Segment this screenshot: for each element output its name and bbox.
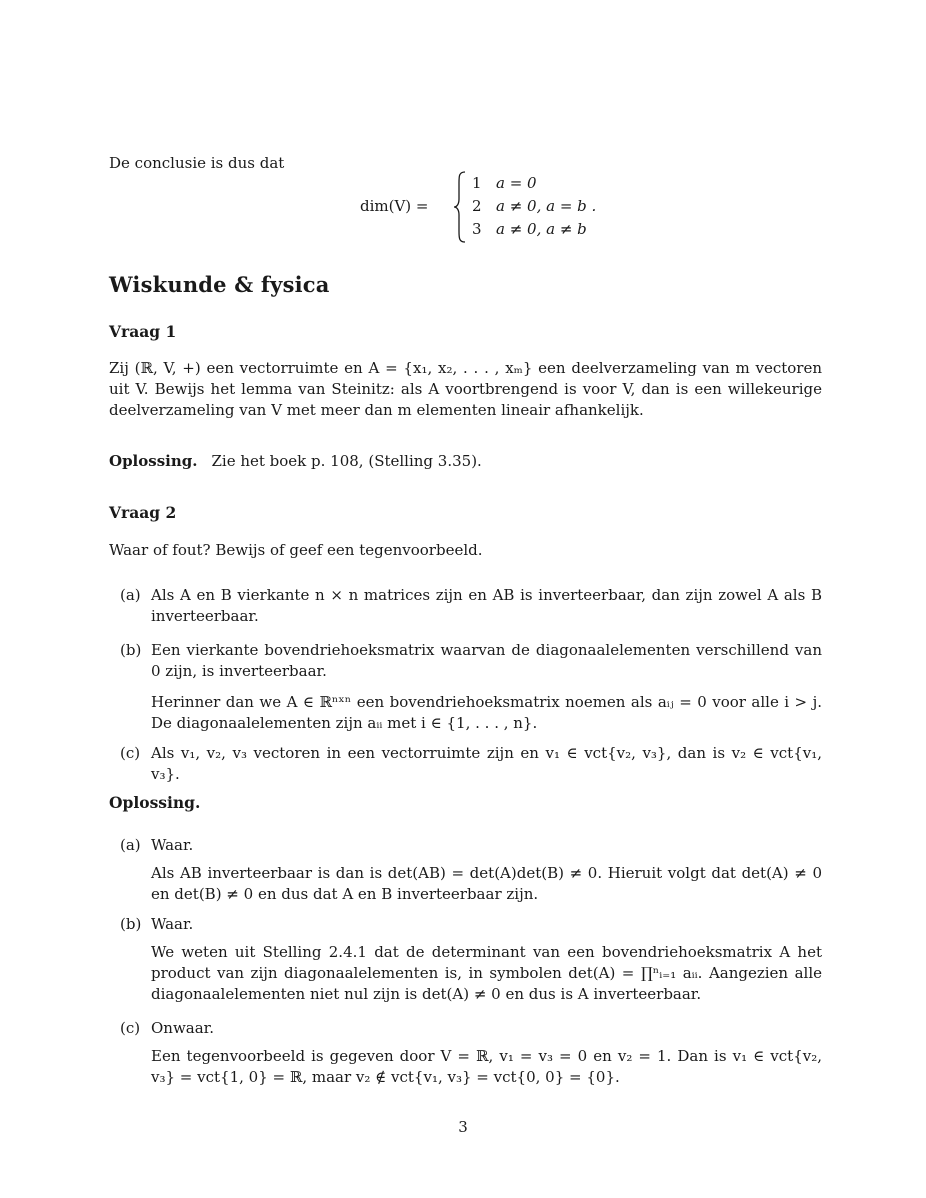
list-item: (a) Als A en B vierkante n × n matrices zijn en AB is inverteerbaar, dan zijn zowel A als B inverteerbaar. xyxy=(120,586,822,625)
list-item: (c) Als v₁, v₂, v₃ vectoren in een vectorruimte zijn en v₁ ∈ vct{v₂, v₃}, dan is v₂ ∈ vct{v₁, v₃}. xyxy=(120,744,822,783)
section-title: Wiskunde & fysica xyxy=(109,272,330,297)
equation-row: 2 a ≠ 0, a = b . xyxy=(472,197,597,215)
left-brace-icon xyxy=(453,171,467,243)
dimension-equation xyxy=(360,171,620,243)
question-1-text: Zij (ℝ, V, +) een vectorruimte en A = {x₁, x₂, . . . , xₘ} een deelverzameling van m vectoren uit V. Bewijs het lemma van Steinitz: als A voortbrengend is voor V, dan is een willekeurige deelverzameling van V met meer dan m elementen lineair afhankelijk. xyxy=(109,359,822,419)
answer-item: (b) Waar. We weten uit Stelling 2.4.1 dat de determinant van een bovendriehoeksmatrix A het product van zijn diagonaalelementen is, in symbolen det(A) = ∏ⁿᵢ₌₁ aᵢᵢ. Aangezien alle diagonaalelementen niet nul zijn is det(A) ≠ 0 en dus is A inverteerbaar. xyxy=(120,915,822,1003)
question-1-solution xyxy=(109,451,822,472)
item-note: Herinner dan we A ∈ ℝⁿˣⁿ een bovendriehoeksmatrix noemen als aᵢⱼ = 0 voor alle i > j. De diagonaalelementen zijn aᵢᵢ met i ∈ {1, . . . , n}. xyxy=(151,693,822,732)
answer-verdict: Waar. xyxy=(151,836,194,854)
answer-explanation: We weten uit Stelling 2.4.1 dat de determinant van een bovendriehoeksmatrix A het product van zijn diagonaalelementen is, in symbolen det(A) = ∏ⁿᵢ₌₁ aᵢᵢ. Aangezien alle diagonaalelementen niet nul zijn is det(A) ≠ 0 en dus is A inverteerbaar. xyxy=(151,943,822,1003)
intro-text: De conclusie is dus dat xyxy=(109,154,285,172)
list-item: (b) Een vierkante bovendriehoeksmatrix waarvan de diagonaalelementen verschillend van 0 zijn, is inverteerbaar. Herinner dan we A ∈ ℝⁿˣⁿ een bovendriehoeksmatrix noemen als aᵢⱼ = 0 voor alle i > j. De diagonaalelementen zijn aᵢᵢ met i ∈ {1, . . . , n}. xyxy=(120,641,822,732)
page-number: 3 xyxy=(458,1118,468,1136)
equation-row: 3 a ≠ 0, a ≠ b xyxy=(472,220,587,238)
question-2-title: Vraag 2 xyxy=(109,503,177,522)
equation-row: 1 a = 0 xyxy=(472,174,537,192)
answer-explanation: Een tegenvoorbeeld is gegeven door V = ℝ, v₁ = v₃ = 0 en v₂ = 1. Dan is v₁ ∈ vct{v₂, v₃} = vct{1, 0} = ℝ, maar v₂ ∉ vct{v₁, v₃} = vct{0, 0} = {0}. xyxy=(151,1047,822,1086)
answer-explanation: Als AB inverteerbaar is dan is det(AB) = det(A)det(B) ≠ 0. Hieruit volgt dat det(A) ≠ 0 en det(B) ≠ 0 en dus dat A en B inverteerbaar zijn. xyxy=(151,864,822,903)
answer-verdict: Waar. xyxy=(151,915,194,933)
solution-text: Zie het boek p. 108, (Stelling 3.35). xyxy=(211,452,482,470)
solution-label: Oplossing. xyxy=(109,452,198,470)
answer-item: (c) Onwaar. Een tegenvoorbeeld is gegeven door V = ℝ, v₁ = v₃ = 0 en v₂ = 1. Dan is v₁ ∈ vct{v₂, v₃} = vct{1, 0} = ℝ, maar v₂ ∉ vct{v₁, v₃} = vct{0, 0} = {0}. xyxy=(120,1019,822,1086)
question-2-prompt: Waar of fout? Bewijs of geef een tegenvoorbeeld. xyxy=(109,541,483,559)
answer-item: (a) Waar. Als AB inverteerbaar is dan is det(AB) = det(A)det(B) ≠ 0. Hieruit volgt dat det(A) ≠ 0 en det(B) ≠ 0 en dus dat A en B inverteerbaar zijn. xyxy=(120,836,822,903)
equation-lhs: dim(V) = xyxy=(360,197,429,215)
answer-verdict: Onwaar. xyxy=(151,1019,214,1037)
question-2-solution-title: Oplossing. xyxy=(109,793,201,812)
question-1-title: Vraag 1 xyxy=(109,322,177,341)
